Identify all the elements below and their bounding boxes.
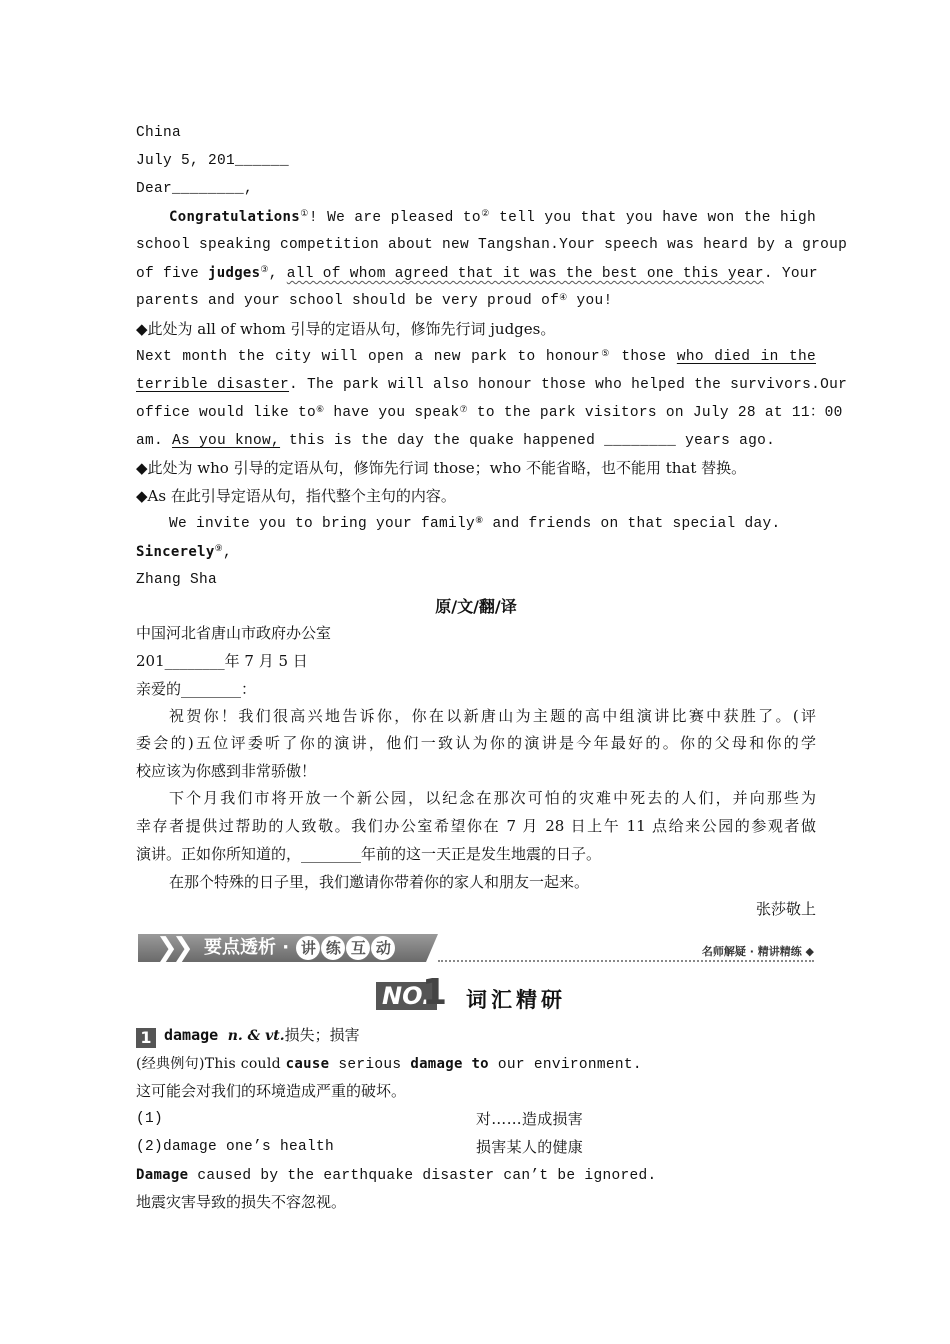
- vocab-congratulations: Congratulations: [169, 209, 300, 225]
- translation-heading: 原/文/翻/译: [435, 597, 517, 616]
- note-marker: ③: [260, 265, 269, 275]
- text: ,: [222, 545, 232, 561]
- example-translation-2: 地震灾害导致的损失不容忽视。: [136, 1193, 347, 1211]
- note-marker: ⑧: [475, 516, 484, 526]
- text: ,: [268, 266, 287, 282]
- keyword: cause: [285, 1056, 330, 1072]
- letter-place: China: [136, 125, 182, 141]
- section-title: 词汇精研: [466, 988, 566, 1012]
- section-banner: [138, 930, 814, 966]
- letter-p3: [136, 515, 849, 533]
- banner-char: 动: [371, 936, 395, 960]
- letter-p2-line2: [136, 376, 848, 394]
- banner-subtitle: 名师解疑 · 精讲精练 ◆: [701, 945, 814, 958]
- text: serious: [329, 1057, 411, 1073]
- letter-p1-line1: [136, 208, 816, 227]
- letter-date: July 5, 201______: [136, 153, 290, 169]
- section-no-badge: NO.: [376, 982, 437, 1010]
- translation-p2-line1: 下个月我们市将开放一个新公园，以纪念在那次可怕的灾难中死去的人们，并向那些为: [169, 789, 816, 807]
- text: those: [611, 349, 677, 365]
- translation-sign: 张莎敬上: [755, 900, 816, 918]
- vocab-word: damage: [164, 1026, 219, 1044]
- vocab-pos: n. & vt.: [227, 1028, 285, 1044]
- vocab-sincerely: Sincerely: [136, 544, 215, 560]
- letter-p2-line3: [136, 404, 843, 422]
- banner-char: 练: [321, 936, 345, 960]
- grammar-note-3: ◆As 在此引导定语从句，指代整个主句的内容。: [136, 487, 456, 505]
- letter-signature: Zhang Sha: [136, 572, 218, 588]
- keyword: damage to: [410, 1056, 489, 1072]
- phrase-item-2: [136, 1138, 816, 1156]
- banner-title-text: 要点透析: [204, 937, 276, 958]
- translation-p1-line2: 委会的)五位评委听了你的演讲，他们一致认为你的演讲是今年最好的。你的父母和你的学: [136, 734, 816, 752]
- dotted-divider: [438, 960, 814, 962]
- keyword: Damage: [136, 1167, 189, 1183]
- clause-underline: As you know,: [172, 433, 281, 449]
- text: tell you that you have won the high: [489, 210, 817, 226]
- letter-closing: [136, 543, 816, 562]
- note-marker: ②: [480, 209, 490, 219]
- note-marker: ⑦: [459, 405, 468, 415]
- chevron-right-icon: ❯: [156, 933, 178, 963]
- example-translation-1: 这可能会对我们的环境造成严重的破坏。: [136, 1082, 407, 1100]
- vocab-judges: judges: [208, 265, 261, 281]
- translation-salutation: 亲爱的________：: [136, 680, 257, 698]
- text: (经典例句)This could: [136, 1056, 286, 1072]
- note-marker: ④: [559, 293, 568, 303]
- grammar-note-2: ◆此处为 who 引导的定语从句，修饰先行词 those；who 不能省略，也不能用 that 替换。: [136, 459, 747, 477]
- text: of five: [136, 266, 209, 282]
- text: our environment.: [488, 1057, 642, 1073]
- phrase-cn: 损害某人的健康: [476, 1138, 584, 1156]
- translation-p2-line2: 幸存者提供过帮助的人致敬。我们办公室希望你在 7 月 28 日上午 11 点给来公园的参观者做: [136, 817, 816, 835]
- example-sentence-2: [136, 1166, 816, 1185]
- translation-p2-line3: 演讲。正如你所知道的，________年前的这一天正是发生地震的日子。: [136, 845, 602, 863]
- translation-p1-line1: 祝贺你！我们很高兴地告诉你，你在以新唐山为主题的高中组演讲比赛中获胜了。(评: [169, 707, 816, 725]
- letter-salutation: Dear________,: [136, 181, 254, 197]
- translation-p3: 在那个特殊的日子里，我们邀请你带着你的家人和朋友一起来。: [169, 873, 590, 891]
- clause-underline: all of whom agreed that it was the best one this year: [286, 266, 764, 282]
- text: you!: [567, 293, 613, 309]
- note-marker: ⑥: [316, 405, 325, 415]
- banner-char: 互: [346, 936, 370, 960]
- clause-underline: terrible disaster: [136, 377, 290, 393]
- text: Next month the city will open a new park to honour: [136, 349, 600, 365]
- letter-p1-line3: [136, 264, 816, 283]
- vocab-number-badge: 1: [136, 1028, 156, 1048]
- note-marker: ①: [299, 209, 309, 219]
- section-number: 1: [422, 972, 448, 1013]
- vocab-meaning: 损失；损害: [284, 1026, 360, 1044]
- text: We invite you to bring your family: [169, 516, 476, 532]
- grammar-note-1: ◆此处为 all of whom 引导的定语从句，修饰先行词 judges。: [136, 320, 556, 338]
- phrase-en: (2)damage one’s health: [136, 1139, 335, 1155]
- text: have you speak: [324, 405, 460, 421]
- translation-date: 201________年 7 月 5 日: [136, 652, 308, 670]
- note-marker: ⑨: [214, 544, 223, 554]
- chevron-right-icon: ❯: [172, 933, 194, 963]
- phrase-cn: 对……造成损害: [476, 1110, 584, 1128]
- note-marker: ⑤: [599, 349, 612, 359]
- clause-underline: who died in the: [676, 349, 816, 365]
- banner-title: [204, 935, 395, 961]
- translation-place: 中国河北省唐山市政府办公室: [136, 624, 332, 642]
- banner-dot: ·: [282, 937, 290, 958]
- vocab-entry-header: [136, 1026, 816, 1048]
- example-sentence-1: [136, 1055, 816, 1074]
- text: parents and your school should be very proud of: [136, 293, 560, 309]
- text: caused by the earthquake disaster can’t be ignored.: [188, 1168, 657, 1184]
- letter-p2-line1: [136, 348, 816, 366]
- phrase-item-1: [136, 1110, 816, 1128]
- text: am.: [136, 433, 173, 449]
- text: this is the day the quake happened ________ years ago.: [280, 433, 776, 449]
- text: and friends on that special day.: [483, 516, 781, 532]
- letter-p2-line4: [136, 432, 816, 450]
- text: to the park visitors on July 28 at 11：00: [467, 405, 843, 421]
- text: office would like to: [136, 405, 317, 421]
- banner-char: 讲: [296, 936, 320, 960]
- letter-p1-line4: [136, 292, 816, 310]
- text: . The park will also honour those who helped the survivors.Our: [289, 377, 848, 393]
- letter-p1-line2: school speaking competition about new Tangshan.Your speech was heard by a group: [136, 237, 848, 253]
- phrase-en: (1): [136, 1111, 164, 1127]
- translation-p1-line3: 校应该为你感到非常骄傲！: [136, 762, 317, 780]
- text: ! We are pleased to: [308, 210, 481, 226]
- text: . Your: [763, 266, 818, 282]
